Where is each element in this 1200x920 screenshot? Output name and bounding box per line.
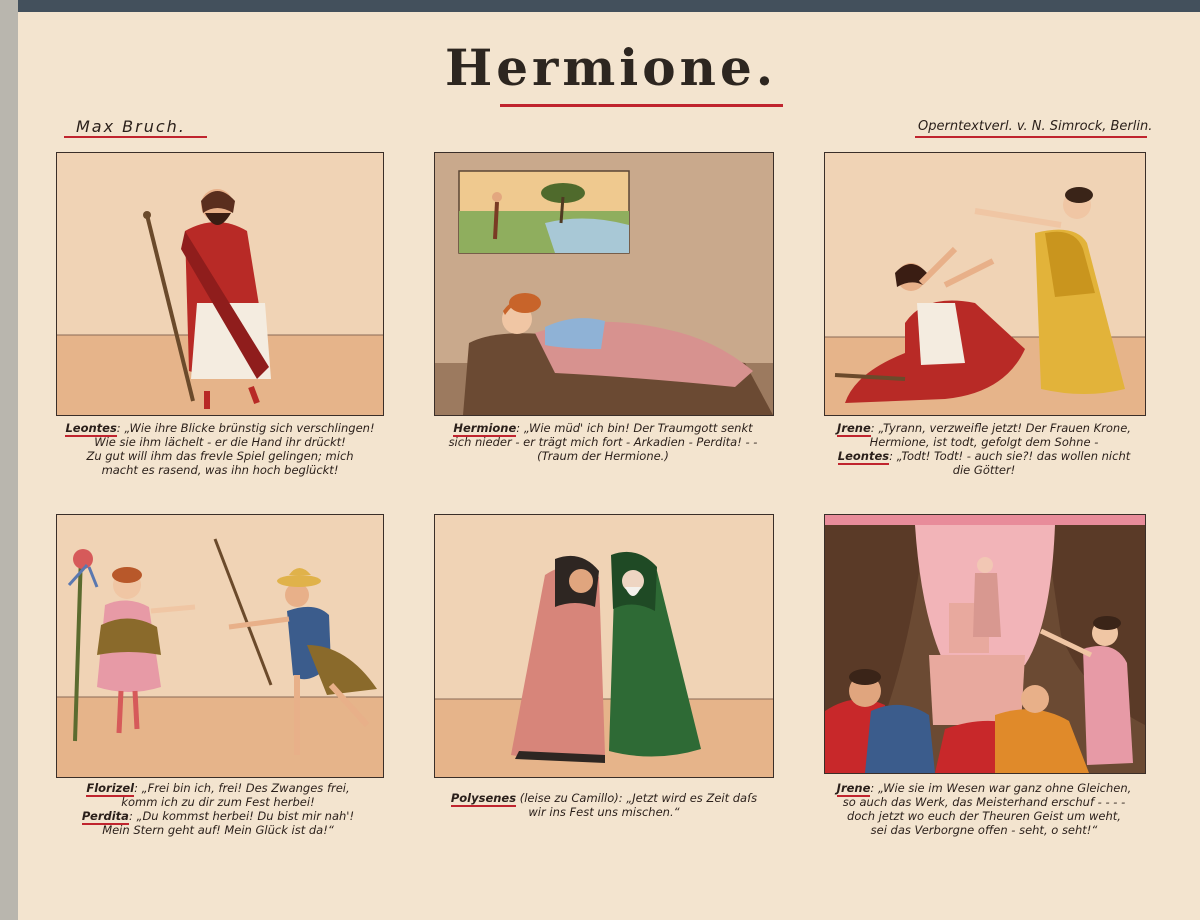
- scene-caption-leontes: [50, 421, 390, 477]
- book-spine-edge: [0, 0, 18, 920]
- caption-text: komm ich zu dir zum Fest herbei!: [121, 795, 315, 809]
- page-title: Hermione.: [445, 38, 778, 97]
- scene-caption-florizel-perdita: [40, 781, 396, 837]
- caption-line: [50, 421, 390, 435]
- scene-caption-jrene-statue: [808, 781, 1160, 837]
- caption-text: : „Wie sie im Wesen war ganz ohne Gleichen,: [870, 781, 1132, 795]
- florizel-perdita-illustration: [57, 515, 383, 777]
- scene-caption-hermione: [420, 421, 786, 463]
- caption-text: macht es rasend, was ihn hoch beglückt!: [101, 463, 339, 477]
- caption-text: doch jetzt wo euch der Theuren Geist um weht,: [847, 809, 1121, 823]
- caption-line: [40, 823, 396, 837]
- caption-line: [814, 463, 1154, 477]
- caption-text: Zu gut will ihm das frevle Spiel gelingen; mich: [86, 449, 354, 463]
- title-underline: [500, 104, 783, 107]
- caption-text: : „Tyrann, verzweifle jetzt! Der Frauen Krone,: [870, 421, 1131, 435]
- publisher-credit: Operntextverl. v. N. Simrock, Berlin.: [918, 119, 1153, 134]
- caption-line: [814, 449, 1154, 463]
- caption-text: : „Wie ihre Blicke brünstig sich verschlingen!: [116, 421, 375, 435]
- caption-text: Mein Stern geht auf! Mein Glück ist da!“: [102, 823, 334, 837]
- top-edge: [0, 0, 1200, 12]
- caption-text: die Götter!: [952, 463, 1016, 477]
- caption-text: : „Wie müd' ich bin! Der Traumgott senkt: [516, 421, 753, 435]
- scene-panel-hermione: [434, 152, 774, 416]
- jrene-leontes-illustration: [825, 153, 1145, 415]
- scene-panel-leontes: [56, 152, 384, 416]
- composer-name: Max Bruch.: [76, 117, 186, 136]
- caption-text: so auch das Werk, das Meisterhand erschuf - - - -: [842, 795, 1126, 809]
- caption-line: [40, 781, 396, 795]
- caption-text: Wie sie ihm lächelt - er die Hand ihr drückt!: [94, 435, 346, 449]
- jrene-statue-illustration: [825, 515, 1145, 773]
- caption-line: [808, 809, 1160, 823]
- caption-text: : „Du kommst herbei! Du bist mir nah'!: [128, 809, 355, 823]
- scene-panel-jrene-leontes: [824, 152, 1146, 416]
- speaker-name: Jrene: [836, 781, 871, 795]
- scene-panel-jrene-statue: [824, 514, 1146, 774]
- speaker-name: Perdita: [81, 809, 129, 823]
- caption-line: [414, 791, 794, 805]
- caption-line: [420, 421, 786, 435]
- caption-line: [40, 795, 396, 809]
- caption-text: : „Frei bin ich, frei! Des Zwanges frei,: [134, 781, 350, 795]
- caption-line: [814, 435, 1154, 449]
- caption-text: : „Todt! Todt! - auch sie?! das wollen nicht: [889, 449, 1131, 463]
- caption-line: [814, 421, 1154, 435]
- speaker-name: Jrene: [837, 421, 871, 435]
- speaker-name: Hermione: [453, 421, 517, 435]
- speaker-name: Polysenes: [450, 791, 517, 805]
- caption-text: sei das Verborgne offen - seht, o seht!“: [870, 823, 1098, 837]
- caption-text: sich nieder - er trägt mich fort - Arkadien - Perdita! - -: [448, 435, 758, 449]
- scene-panel-polysenes-camillo: [434, 514, 774, 778]
- caption-line: [420, 435, 786, 449]
- caption-text: (Traum der Hermione.): [537, 449, 669, 463]
- polysenes-camillo-illustration: [435, 515, 773, 777]
- caption-line: [414, 805, 794, 819]
- hermione-illustration: [435, 153, 773, 415]
- caption-line: [40, 809, 396, 823]
- caption-text: wir ins Fest uns mischen.“: [528, 805, 680, 819]
- caption-line: [50, 463, 390, 477]
- publisher-underline: [915, 136, 1147, 138]
- caption-text: (leise zu Camillo): „Jetzt wird es Zeit daſs: [516, 791, 758, 805]
- speaker-name: Leontes: [65, 421, 117, 435]
- speaker-name: Leontes: [837, 449, 890, 463]
- caption-line: [50, 435, 390, 449]
- caption-line: [808, 795, 1160, 809]
- caption-line: [808, 781, 1160, 795]
- caption-text: Hermione, ist todt, gefolgt dem Sohne -: [869, 435, 1099, 449]
- caption-line: [420, 449, 786, 463]
- scene-caption-jrene-leontes: [814, 421, 1154, 477]
- speaker-name: Florizel: [86, 781, 135, 795]
- composer-underline: [64, 136, 207, 138]
- scene-panel-florizel-perdita: [56, 514, 384, 778]
- caption-line: [808, 823, 1160, 837]
- scene-caption-polysenes-camillo: [414, 791, 794, 819]
- leontes-illustration: [57, 153, 383, 415]
- caption-line: [50, 449, 390, 463]
